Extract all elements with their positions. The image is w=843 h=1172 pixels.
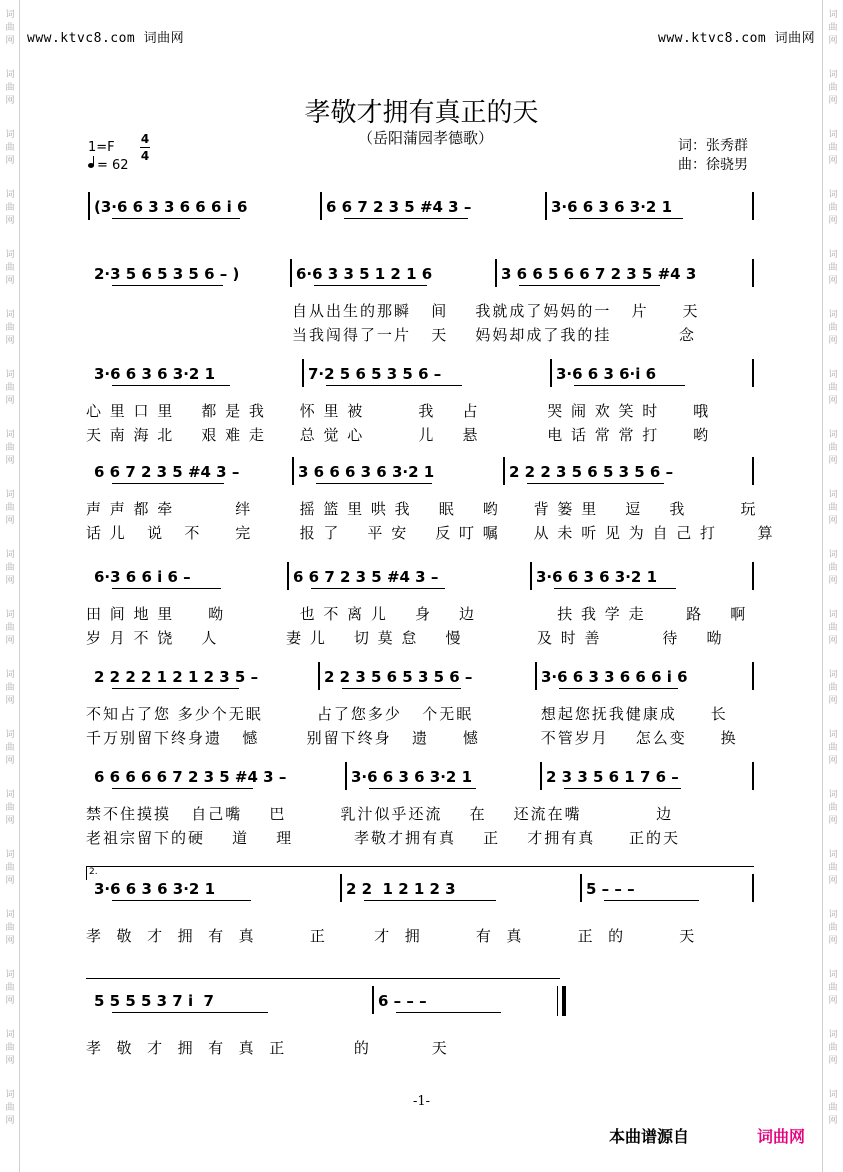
watermark-char: 词 bbox=[828, 910, 838, 920]
barline bbox=[290, 259, 292, 287]
lyric-line: 禁不住摸摸 自己嘴 巴 乳汁似乎还流 在 还流在嘴 边 bbox=[86, 805, 674, 823]
lyric-line: 话 儿 说 不 完 报 了 平 安 反 叮 嘱 从 未 听 见 为 自 己 打 算 bbox=[86, 524, 775, 542]
watermark-char: 网 bbox=[828, 396, 838, 406]
watermark-char: 词 bbox=[5, 670, 15, 680]
watermark-char: 曲 bbox=[5, 863, 15, 873]
beat-underline bbox=[559, 688, 678, 689]
beat-underline bbox=[112, 483, 224, 484]
barline bbox=[550, 359, 552, 387]
measure: 2 2 3 5 6 5 3 5 6 – bbox=[324, 668, 473, 686]
barline bbox=[530, 562, 532, 590]
watermark-char: 词 bbox=[5, 1030, 15, 1040]
watermark-char: 词 bbox=[5, 970, 15, 980]
watermark-char: 词 bbox=[828, 10, 838, 20]
volta-bracket: 2. bbox=[86, 866, 754, 880]
watermark-char: 词 bbox=[828, 610, 838, 620]
watermark-char: 网 bbox=[5, 96, 15, 106]
watermark-char: 词 bbox=[828, 130, 838, 140]
barline bbox=[345, 762, 347, 790]
watermark-char: 曲 bbox=[828, 1043, 838, 1053]
watermark-char: 网 bbox=[5, 756, 15, 766]
lyric-line: 田 间 地 里 呦 也 不 离 儿 身 边 扶 我 学 走 路 啊 bbox=[86, 605, 748, 623]
watermark-char: 曲 bbox=[828, 1103, 838, 1113]
watermark-char: 词 bbox=[5, 610, 15, 620]
measure: 2 2 2 2 1 2 1 2 3 5 – bbox=[94, 668, 259, 686]
watermark-char: 曲 bbox=[5, 623, 15, 633]
lyric-line: 千万别留下终身遗 憾 别留下终身 遗 憾 不管岁月 怎么变 换 bbox=[86, 729, 738, 747]
beat-underline bbox=[112, 285, 223, 286]
right-margin-line bbox=[822, 0, 823, 1172]
beat-underline bbox=[112, 900, 251, 901]
watermark-char: 词 bbox=[828, 370, 838, 380]
final-barline-thin bbox=[557, 986, 558, 1016]
watermark-char: 网 bbox=[828, 276, 838, 286]
watermark-char: 网 bbox=[5, 876, 15, 886]
watermark-char: 网 bbox=[5, 576, 15, 586]
beat-underline bbox=[112, 688, 239, 689]
watermark-char: 网 bbox=[828, 156, 838, 166]
watermark-char: 词 bbox=[5, 550, 15, 560]
song-title: 孝敬才拥有真正的天 bbox=[304, 98, 539, 128]
watermark-char: 网 bbox=[828, 636, 838, 646]
right-watermark-rail bbox=[827, 0, 839, 1172]
watermark-char: 曲 bbox=[828, 683, 838, 693]
watermark-char: 词 bbox=[5, 250, 15, 260]
watermark-char: 词 bbox=[828, 430, 838, 440]
watermark-char: 曲 bbox=[828, 143, 838, 153]
watermark-char: 曲 bbox=[5, 1103, 15, 1113]
beat-underline bbox=[112, 788, 253, 789]
time-signature bbox=[138, 132, 152, 163]
credits bbox=[678, 137, 748, 175]
measure: 7·2 5 6 5 3 5 6 – bbox=[308, 365, 442, 383]
measure: 3 6 6 5 6 6 7 2 3 5 #4 3 bbox=[501, 265, 697, 283]
watermark-char: 词 bbox=[5, 730, 15, 740]
lyric-line: 天 南 海 北 艰 难 走 总 觉 心 儿 悬 电 话 常 常 打 哟 bbox=[86, 426, 711, 444]
barline bbox=[752, 562, 754, 590]
barline bbox=[503, 457, 505, 485]
watermark-char: 网 bbox=[5, 336, 15, 346]
watermark-char: 曲 bbox=[828, 983, 838, 993]
beat-underline bbox=[396, 1012, 501, 1013]
lyric-line: 自从出生的那瞬 间 我就成了妈妈的一 片 天 bbox=[292, 302, 700, 320]
watermark-char: 词 bbox=[828, 70, 838, 80]
watermark-char: 词 bbox=[828, 310, 838, 320]
watermark-char: 曲 bbox=[5, 923, 15, 933]
measure: 2·3 5 6 5 3 5 6 – ) bbox=[94, 265, 240, 283]
watermark-char: 曲 bbox=[828, 623, 838, 633]
watermark-char: 词 bbox=[828, 250, 838, 260]
watermark-char: 词 bbox=[5, 790, 15, 800]
watermark-char: 词 bbox=[828, 970, 838, 980]
barline bbox=[535, 662, 537, 690]
barline bbox=[292, 457, 294, 485]
beat-underline bbox=[519, 285, 660, 286]
final-barline bbox=[562, 986, 566, 1016]
watermark-char: 曲 bbox=[5, 143, 15, 153]
barline bbox=[752, 762, 754, 790]
source-brand[interactable]: 词曲网 bbox=[757, 1127, 806, 1146]
beat-underline bbox=[112, 1012, 268, 1013]
barline bbox=[320, 192, 322, 220]
watermark-char: 词 bbox=[828, 790, 838, 800]
watermark-char: 网 bbox=[5, 156, 15, 166]
watermark-char: 网 bbox=[828, 696, 838, 706]
watermark-char: 词 bbox=[828, 730, 838, 740]
watermark-char: 网 bbox=[5, 1056, 15, 1066]
watermark-char: 网 bbox=[828, 756, 838, 766]
beat-underline bbox=[527, 483, 664, 484]
lyric-line: 岁 月 不 饶 人 妻 儿 切 莫 怠 慢 及 时 善 待 呦 bbox=[86, 629, 724, 647]
watermark-char: 网 bbox=[5, 636, 15, 646]
beat-underline bbox=[344, 218, 468, 219]
measure: 6 6 7 2 3 5 #4 3 – bbox=[326, 198, 472, 216]
watermark-char: 网 bbox=[828, 336, 838, 346]
tempo-value: = 62 bbox=[97, 158, 129, 173]
watermark-char: 曲 bbox=[828, 803, 838, 813]
watermark-char: 曲 bbox=[828, 563, 838, 573]
barline bbox=[372, 986, 374, 1014]
barline bbox=[88, 192, 90, 220]
measure: 3·6 6 3 6·i 6 bbox=[556, 365, 657, 383]
watermark-char: 曲 bbox=[828, 743, 838, 753]
watermark-char: 网 bbox=[5, 516, 15, 526]
measure: 6 6 7 2 3 5 #4 3 – bbox=[293, 568, 439, 586]
watermark-char: 网 bbox=[5, 396, 15, 406]
measure: 5 5 5 5 3 7 i 7 bbox=[94, 992, 214, 1010]
watermark-char: 词 bbox=[5, 130, 15, 140]
time-sig-divider bbox=[140, 147, 150, 148]
barline bbox=[545, 192, 547, 220]
watermark-char: 网 bbox=[5, 276, 15, 286]
measure: 2 3 3 5 6 1 7 6 – bbox=[546, 768, 679, 786]
lyric-line: 当我闯得了一片 天 妈妈却成了我的挂 念 bbox=[292, 326, 697, 344]
watermark-char: 词 bbox=[5, 10, 15, 20]
lyric-line: 孝 敬 才 拥 有 真 正 才 拥 有 真 正 的 天 bbox=[86, 927, 697, 945]
beat-underline bbox=[574, 385, 685, 386]
watermark-char: 曲 bbox=[828, 203, 838, 213]
watermark-char: 曲 bbox=[5, 983, 15, 993]
watermark-char: 曲 bbox=[5, 563, 15, 573]
watermark-char: 词 bbox=[828, 550, 838, 560]
site-url-left[interactable]: www.ktvc8.com 词曲网 bbox=[27, 31, 185, 46]
beat-underline bbox=[369, 788, 476, 789]
watermark-char: 词 bbox=[5, 70, 15, 80]
watermark-char: 曲 bbox=[5, 383, 15, 393]
watermark-char: 曲 bbox=[828, 23, 838, 33]
beat-underline bbox=[364, 900, 496, 901]
watermark-char: 曲 bbox=[828, 383, 838, 393]
lyric-line: 孝 敬 才 拥 有 真 正 的 天 bbox=[86, 1039, 449, 1057]
measure: 6 – – – bbox=[378, 992, 427, 1010]
watermark-char: 曲 bbox=[828, 83, 838, 93]
lyric-line: 老祖宗留下的硬 道 理 孝敬才拥有真 正 才拥有真 正的天 bbox=[86, 829, 681, 847]
watermark-char: 网 bbox=[828, 816, 838, 826]
watermark-char: 曲 bbox=[5, 443, 15, 453]
watermark-char: 网 bbox=[828, 576, 838, 586]
beat-underline bbox=[112, 218, 240, 219]
watermark-char: 网 bbox=[5, 216, 15, 226]
lyric-line: 心 里 口 里 都 是 我 怀 里 被 我 占 哭 闹 欢 笑 时 哦 bbox=[86, 402, 711, 420]
beat-underline bbox=[564, 788, 681, 789]
time-sig-top: 4 bbox=[140, 132, 150, 146]
measure: 2 2 1 2 1 2 3 bbox=[346, 880, 456, 898]
source-label: 本曲谱源自 bbox=[609, 1127, 690, 1146]
watermark-char: 曲 bbox=[828, 263, 838, 273]
watermark-char: 词 bbox=[5, 310, 15, 320]
measure: 3·6 6 3 6 3·2 1 bbox=[351, 768, 473, 786]
beat-underline bbox=[326, 385, 462, 386]
beat-underline bbox=[316, 483, 432, 484]
barline bbox=[752, 359, 754, 387]
watermark-char: 词 bbox=[828, 1030, 838, 1040]
measure: 6 6 6 6 6 7 2 3 5 #4 3 – bbox=[94, 768, 287, 786]
watermark-char: 曲 bbox=[5, 83, 15, 93]
watermark-char: 词 bbox=[5, 850, 15, 860]
watermark-char: 词 bbox=[828, 490, 838, 500]
beat-underline bbox=[569, 218, 683, 219]
time-sig-bottom: 4 bbox=[140, 149, 150, 163]
barline bbox=[540, 762, 542, 790]
watermark-char: 网 bbox=[828, 216, 838, 226]
watermark-char: 网 bbox=[828, 36, 838, 46]
beat-underline bbox=[342, 688, 461, 689]
watermark-char: 曲 bbox=[5, 503, 15, 513]
barline bbox=[752, 192, 754, 220]
watermark-char: 网 bbox=[828, 1116, 838, 1126]
watermark-char: 网 bbox=[5, 816, 15, 826]
watermark-char: 网 bbox=[5, 36, 15, 46]
beat-underline bbox=[554, 588, 676, 589]
measure: 3·6 6 3 6 3·2 1 bbox=[94, 365, 216, 383]
watermark-char: 网 bbox=[5, 936, 15, 946]
beat-underline bbox=[112, 588, 221, 589]
tempo bbox=[88, 157, 129, 175]
watermark-char: 曲 bbox=[828, 323, 838, 333]
measure: 3·6 6 3 6 3·2 1 bbox=[551, 198, 673, 216]
watermark-char: 词 bbox=[828, 190, 838, 200]
barline bbox=[752, 457, 754, 485]
quarter-note-icon bbox=[88, 163, 94, 168]
watermark-char: 网 bbox=[5, 696, 15, 706]
watermark-char: 词 bbox=[5, 910, 15, 920]
measure: (3·6 6 3 3 6 6 6 i 6 bbox=[94, 198, 248, 216]
watermark-char: 词 bbox=[5, 430, 15, 440]
key-tempo-info bbox=[88, 139, 129, 175]
barline bbox=[302, 359, 304, 387]
beat-underline bbox=[314, 285, 427, 286]
measure: 5 – – – bbox=[586, 880, 635, 898]
watermark-char: 网 bbox=[828, 96, 838, 106]
watermark-char: 网 bbox=[5, 456, 15, 466]
watermark-char: 曲 bbox=[5, 323, 15, 333]
watermark-char: 曲 bbox=[5, 743, 15, 753]
lyric-line: 声 声 都 牵 绊 摇 篮 里 哄 我 眠 哟 背 篓 里 逗 我 玩 bbox=[86, 500, 758, 518]
watermark-char: 词 bbox=[828, 670, 838, 680]
watermark-char: 词 bbox=[828, 1090, 838, 1100]
watermark-char: 曲 bbox=[5, 1043, 15, 1053]
watermark-char: 曲 bbox=[828, 503, 838, 513]
measure: 3·6 6 3 3 6 6 6 i 6 bbox=[541, 668, 688, 686]
barline bbox=[287, 562, 289, 590]
beat-underline bbox=[604, 900, 699, 901]
watermark-char: 曲 bbox=[5, 23, 15, 33]
measure: 3 6 6 6 3 6 3·2 1 bbox=[298, 463, 435, 481]
measure: 6 6 7 2 3 5 #4 3 – bbox=[94, 463, 240, 481]
watermark-char: 网 bbox=[828, 936, 838, 946]
watermark-char: 词 bbox=[5, 190, 15, 200]
watermark-char: 曲 bbox=[5, 683, 15, 693]
measure: 6·3 6 6 i 6 – bbox=[94, 568, 191, 586]
watermark-char: 曲 bbox=[828, 443, 838, 453]
watermark-char: 词 bbox=[5, 370, 15, 380]
watermark-char: 网 bbox=[5, 1116, 15, 1126]
beat-underline bbox=[112, 385, 230, 386]
watermark-char: 曲 bbox=[5, 263, 15, 273]
watermark-char: 曲 bbox=[828, 923, 838, 933]
watermark-char: 词 bbox=[828, 850, 838, 860]
page-number: -1- bbox=[412, 1094, 431, 1109]
watermark-char: 网 bbox=[828, 456, 838, 466]
measure: 3·6 6 3 6 3·2 1 bbox=[94, 880, 216, 898]
watermark-char: 网 bbox=[828, 996, 838, 1006]
site-url-right[interactable]: www.ktvc8.com 词曲网 bbox=[658, 31, 816, 46]
barline bbox=[318, 662, 320, 690]
watermark-char: 词 bbox=[5, 490, 15, 500]
watermark-char: 曲 bbox=[5, 203, 15, 213]
barline bbox=[495, 259, 497, 287]
lyric-line: 不知占了您 多少个无眠 占了您多少 个无眠 想起您抚我健康成 长 bbox=[86, 705, 728, 723]
composer: 曲：徐骁男 bbox=[678, 157, 748, 173]
barline bbox=[752, 259, 754, 287]
ending-line bbox=[86, 978, 560, 979]
watermark-char: 曲 bbox=[828, 863, 838, 873]
watermark-char: 网 bbox=[828, 516, 838, 526]
measure: 3·6 6 3 6 3·2 1 bbox=[536, 568, 658, 586]
measure: 6·6 3 3 5 1 2 1 6 bbox=[296, 265, 433, 283]
lyricist: 词：张秀群 bbox=[678, 138, 748, 154]
watermark-char: 网 bbox=[5, 996, 15, 1006]
barline bbox=[752, 662, 754, 690]
watermark-char: 词 bbox=[5, 1090, 15, 1100]
left-margin-line bbox=[19, 0, 20, 1172]
watermark-char: 网 bbox=[828, 876, 838, 886]
key-signature: 1=F bbox=[88, 140, 115, 155]
left-watermark-rail bbox=[4, 0, 16, 1172]
watermark-char: 曲 bbox=[5, 803, 15, 813]
song-subtitle: （岳阳蒲园孝德歌） bbox=[357, 129, 493, 147]
watermark-char: 网 bbox=[828, 1056, 838, 1066]
measure: 2 2 2 3 5 6 5 3 5 6 – bbox=[509, 463, 674, 481]
beat-underline bbox=[311, 588, 445, 589]
